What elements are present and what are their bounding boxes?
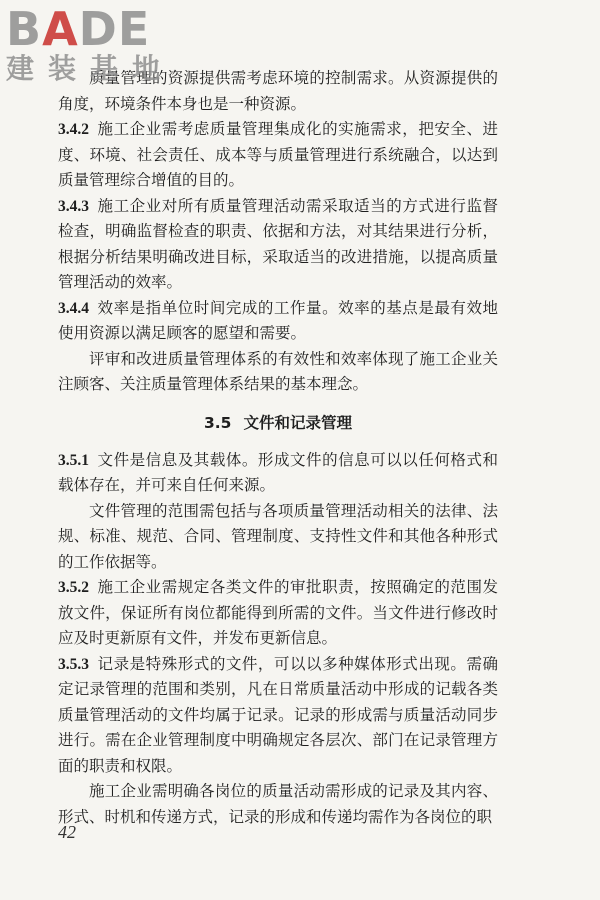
watermark-logo [6, 2, 176, 96]
body-paragraph [58, 347, 498, 398]
paragraph-text: 记录是特殊形式的文件，可以以多种媒体形式出现。需确定记录管理的范围和类别，凡在日常质量活动中形成的记载各类质量管理活动的文件均属于记录。记录的形成需与质量活动同步进行。需在企业管理制度中明确规定各层次、部门在记录管理方面的职责和权限。 [58, 654, 498, 775]
paragraph-text: 施工企业需考虑质量管理集成化的实施需求，把安全、进度、环境、社会责任、成本等与质量管理进行系统融合，以达到质量管理综合增值的目的。 [58, 120, 498, 189]
numbered-clause [58, 194, 498, 296]
numbered-clause [58, 575, 498, 652]
paragraph-text: 评审和改进质量管理体系的有效性和效率体现了施工企业关注顾客、关注质量管理体系结果的基本理念。 [58, 349, 498, 393]
clause-number: 3.5.2 [58, 579, 89, 596]
clause-number: 3.5.3 [58, 655, 89, 673]
numbered-clause [58, 296, 498, 347]
paragraph-text: 质量管理的资源提供需考虑环境的控制需求。从资源提供的角度，环境条件本身也是一种资源。 [58, 69, 498, 113]
numbered-clause [58, 652, 498, 780]
body-paragraph [58, 779, 498, 830]
paragraph-text: 文件是信息及其载体。形成文件的信息可以以任何格式和载体存在，并可来自任何来源。 [58, 450, 498, 494]
paragraph-text: 施工企业需明确各岗位的质量活动需形成的记录及其内容、形式、时机和传递方式，记录的形成和传递均需作为各岗位的职 [58, 782, 498, 826]
page-number: 42 [58, 822, 76, 842]
logo-wordmark: BADE [6, 2, 151, 56]
paragraph-text: 施工企业对所有质量管理活动需采取适当的方式进行监督检查，明确监督检查的职责、依据和方法，对其结果进行分析，根据分析结果明确改进目标，采取适当的改进措施，以提高质量管理活动的效率。 [58, 196, 498, 291]
section-heading [58, 410, 498, 436]
section-number: 3.5 [204, 413, 232, 432]
clause-number: 3.4.3 [58, 197, 89, 215]
clause-number: 3.4.2 [58, 121, 89, 138]
clause-number: 3.5.1 [58, 451, 89, 469]
body-paragraph [58, 499, 498, 576]
paragraph-text: 效率是指单位时间完成的工作量。效率的基点是最有效地使用资源以满足顾客的愿望和需要。 [58, 298, 498, 342]
logo-subtitle: 建装基地 [6, 52, 175, 85]
page-content [58, 66, 498, 830]
numbered-clause [58, 448, 498, 499]
section-title-text: 文件和记录管理 [243, 413, 352, 432]
paragraph-text: 施工企业需规定各类文件的审批职责，按照确定的范围发放文件，保证所有岗位都能得到所需的文件。当文件进行修改时应及时更新原有文件，并发布更新信息。 [58, 578, 498, 647]
numbered-clause [58, 117, 498, 194]
paragraph-text: 文件管理的范围需包括与各项质量管理活动相关的法律、法规、标准、规范、合同、管理制度、支持性文件和其他各种形式的工作依据等。 [58, 501, 498, 571]
clause-number: 3.4.4 [58, 299, 89, 317]
